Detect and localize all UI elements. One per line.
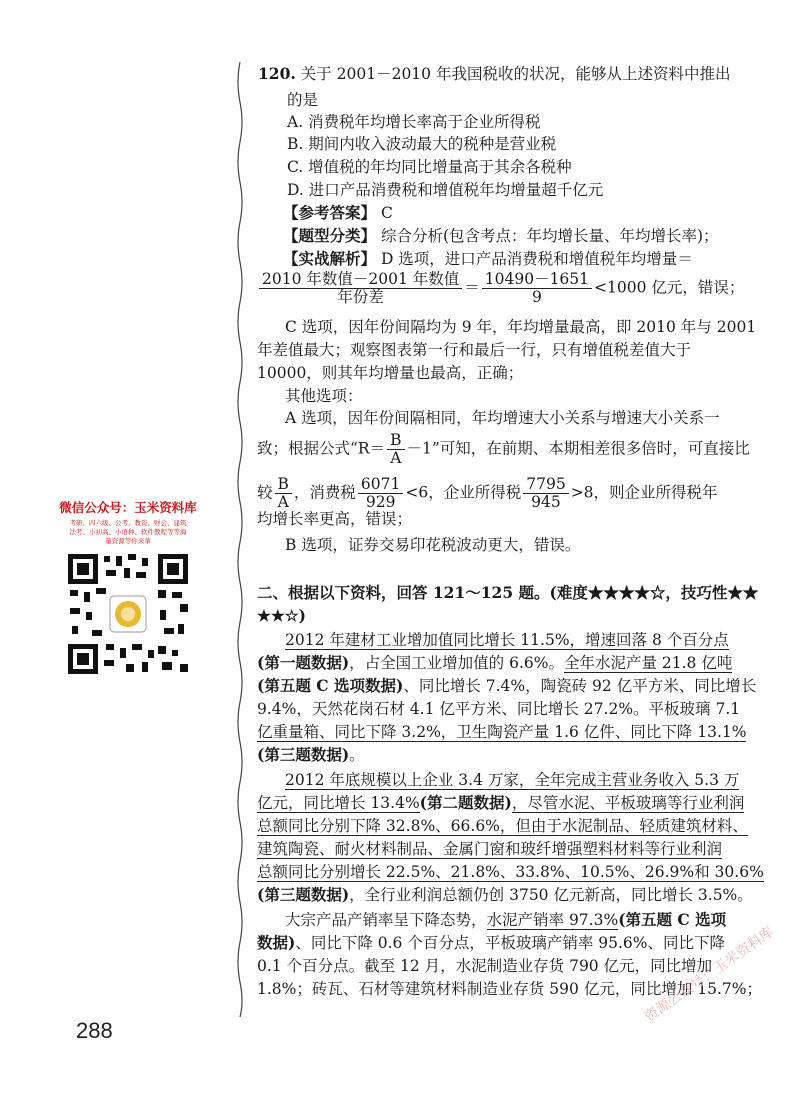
p2-line-6: (第三题数据)，全行业利润总额仍创 3750 亿元新高，同比增长 3.5%。 bbox=[257, 885, 753, 904]
option-d: D. 进口产品消费税和增值税年均增量超千亿元 bbox=[287, 181, 604, 199]
type-label: 【题型分类】 bbox=[283, 226, 377, 245]
question-stem: 关于 2001－2010 年我国税收的状况，能够从上述资料中推出 bbox=[300, 65, 731, 83]
c-analysis-3: 10000，则其年均增量也最高，正确； bbox=[257, 364, 524, 382]
fraction-b-over-a-2: $\frac{B}{A}$ bbox=[275, 476, 292, 511]
qr-title: 微信公众号：玉米资料库 bbox=[59, 500, 197, 515]
qr-promo bbox=[58, 498, 198, 676]
p1-line-3: (第五题 C 选项数据)、同比增长 7.4%，陶瓷砖 92 亿平方米、同比增长 bbox=[257, 676, 757, 695]
b-analysis: B 选项，证券交易印花税波动更大，错误。 bbox=[285, 536, 581, 554]
fraction-consumption-tax: $\frac{6071}{929}$ bbox=[358, 476, 403, 511]
p3-line-3: 0.1 个百分点。截至 12 月，水泥制造业存货 790 亿元，同比增加 bbox=[257, 957, 713, 975]
analysis-line-1 bbox=[283, 249, 693, 269]
analysis-d: D 选项，进口产品消费税和增值税年均增量＝ bbox=[380, 250, 693, 268]
p2-line-4: 建筑陶瓷、耐火材料制品、金属门窗和玻纤增强塑料材料等行业利润 bbox=[257, 840, 723, 858]
p3-line-2: 数据)、同比下降 0.6 个百分点，平板玻璃产销率 95.6%、同比下降 bbox=[257, 933, 726, 952]
c-analysis-1: C 选项，因年份间隔均为 9 年，年均增量最高，即 2010 年与 2001 bbox=[285, 318, 757, 336]
p2-line-2: 亿元，同比增长 13.4%(第二题数据)，尽管水泥、平板玻璃等行业利润 bbox=[257, 793, 745, 812]
fraction-formula: $\frac{\text{2010 年数值－2001 年数值}}{\text{年份差}}$ bbox=[259, 271, 462, 306]
other-options-label: 其他选项： bbox=[285, 387, 363, 405]
question-number: 120. bbox=[258, 64, 296, 83]
p3-line-1: 大宗产品产销率呈下降态势，水泥产销率 97.3%(第五题 C 选项 bbox=[285, 910, 727, 929]
type-line bbox=[283, 226, 719, 246]
p1-line-5: 亿重量箱、同比下降 3.2%，卫生陶瓷产量 1.6 亿件、同比下降 13.1% bbox=[257, 723, 747, 741]
a-analysis-4: 均增长率更高，错误； bbox=[257, 510, 413, 528]
type-value: 综合分析(包含考点：年均增长量、年均增长率)； bbox=[380, 227, 719, 245]
watermark: 资源公众号：玉米资料库 bbox=[641, 924, 778, 1026]
question-stem-line-1 bbox=[258, 64, 730, 84]
qr-description: 考研、四六级、公考、教资、财会、建筑 法考、小初高、小语种、软件教程等等海 量资源等你来拿 bbox=[69, 519, 187, 545]
fraction-income-tax: $\frac{7795}{945}$ bbox=[523, 476, 568, 511]
a-analysis-2: 致；根据公式“R＝ $\frac{B}{A}$ －1”可知，在前期、本期相差很多倍时，可直接比 bbox=[257, 431, 750, 467]
page-number: 288 bbox=[76, 1018, 113, 1043]
p1-line-1: 2012 年建材工业增加值同比增长 11.5%，增速回落 8 个百分点 bbox=[285, 631, 729, 649]
fraction-values: $\frac{10490-1651}{9}$ bbox=[482, 271, 592, 306]
answer-label: 【参考答案】 bbox=[283, 203, 377, 222]
side-wavy-line bbox=[233, 62, 247, 1017]
p2-line-1: 2012 年底规模以上企业 3.4 万家，全年完成主营业务收入 5.3 万 bbox=[285, 771, 740, 789]
fraction-b-over-a: $\frac{B}{A}$ bbox=[387, 432, 404, 467]
p2-line-3: 总额同比分别下降 32.8%、66.6%，但由于水泥制品、轻质建筑材料、 bbox=[257, 817, 748, 835]
a-analysis-1: A 选项，因年份间隔相同，年均增速大小关系与增速大小关系一 bbox=[285, 409, 720, 427]
option-b: B. 期间内收入波动最大的税种是营业税 bbox=[287, 135, 557, 153]
analysis-formula-line: $\frac{\text{2010 年数值－2001 年数值}}{\text{年份差}}$ ＝ $\frac{10490-1651}{9}$ <1000 亿元，错误； bbox=[257, 271, 744, 306]
a-analysis-3: 较 $\frac{B}{A}$ ，消费税 $\frac{6071}{929}$ <6，企业所得税 $\frac{7795}{945}$ >8，则企业所得税年 bbox=[257, 475, 718, 511]
section-heading-1: 二、根据以下资料，回答 121～125 题。(难度★★★★☆，技巧性★★ bbox=[257, 583, 759, 602]
p2-line-5: 总额同比分别增长 22.5%、21.8%、33.8%、10.5%、26.9%和 30.6% bbox=[257, 863, 764, 881]
answer-line bbox=[283, 203, 393, 223]
answer-value: C bbox=[380, 204, 393, 222]
option-c: C. 增值税的年均同比增量高于其余各税种 bbox=[287, 158, 572, 176]
p3-line-4: 1.8%；砖瓦、石材等建筑材料制造业存货 590 亿元，同比增加 15.7%； bbox=[257, 980, 762, 998]
question-stem-line-2: 的是 bbox=[287, 91, 319, 109]
qr-code-icon bbox=[66, 552, 190, 676]
p1-line-2: (第一题数据)，占全国工业增加值的 6.6%。全年水泥产量 21.8 亿吨 bbox=[257, 653, 733, 672]
option-a: A. 消费税年均增长率高于企业所得税 bbox=[287, 113, 541, 131]
p1-line-4: 9.4%，天然花岗石材 4.1 亿平方米、同比增长 27.2%。平板玻璃 7.1 bbox=[257, 700, 741, 718]
p1-line-6: (第三题数据)。 bbox=[257, 745, 365, 764]
analysis-label: 【实战解析】 bbox=[283, 249, 377, 268]
section-heading-2: ★★☆) bbox=[257, 606, 307, 625]
c-analysis-2: 年差值最大；观察图表第一行和最后一行，只有增值税差值大于 bbox=[257, 341, 692, 359]
